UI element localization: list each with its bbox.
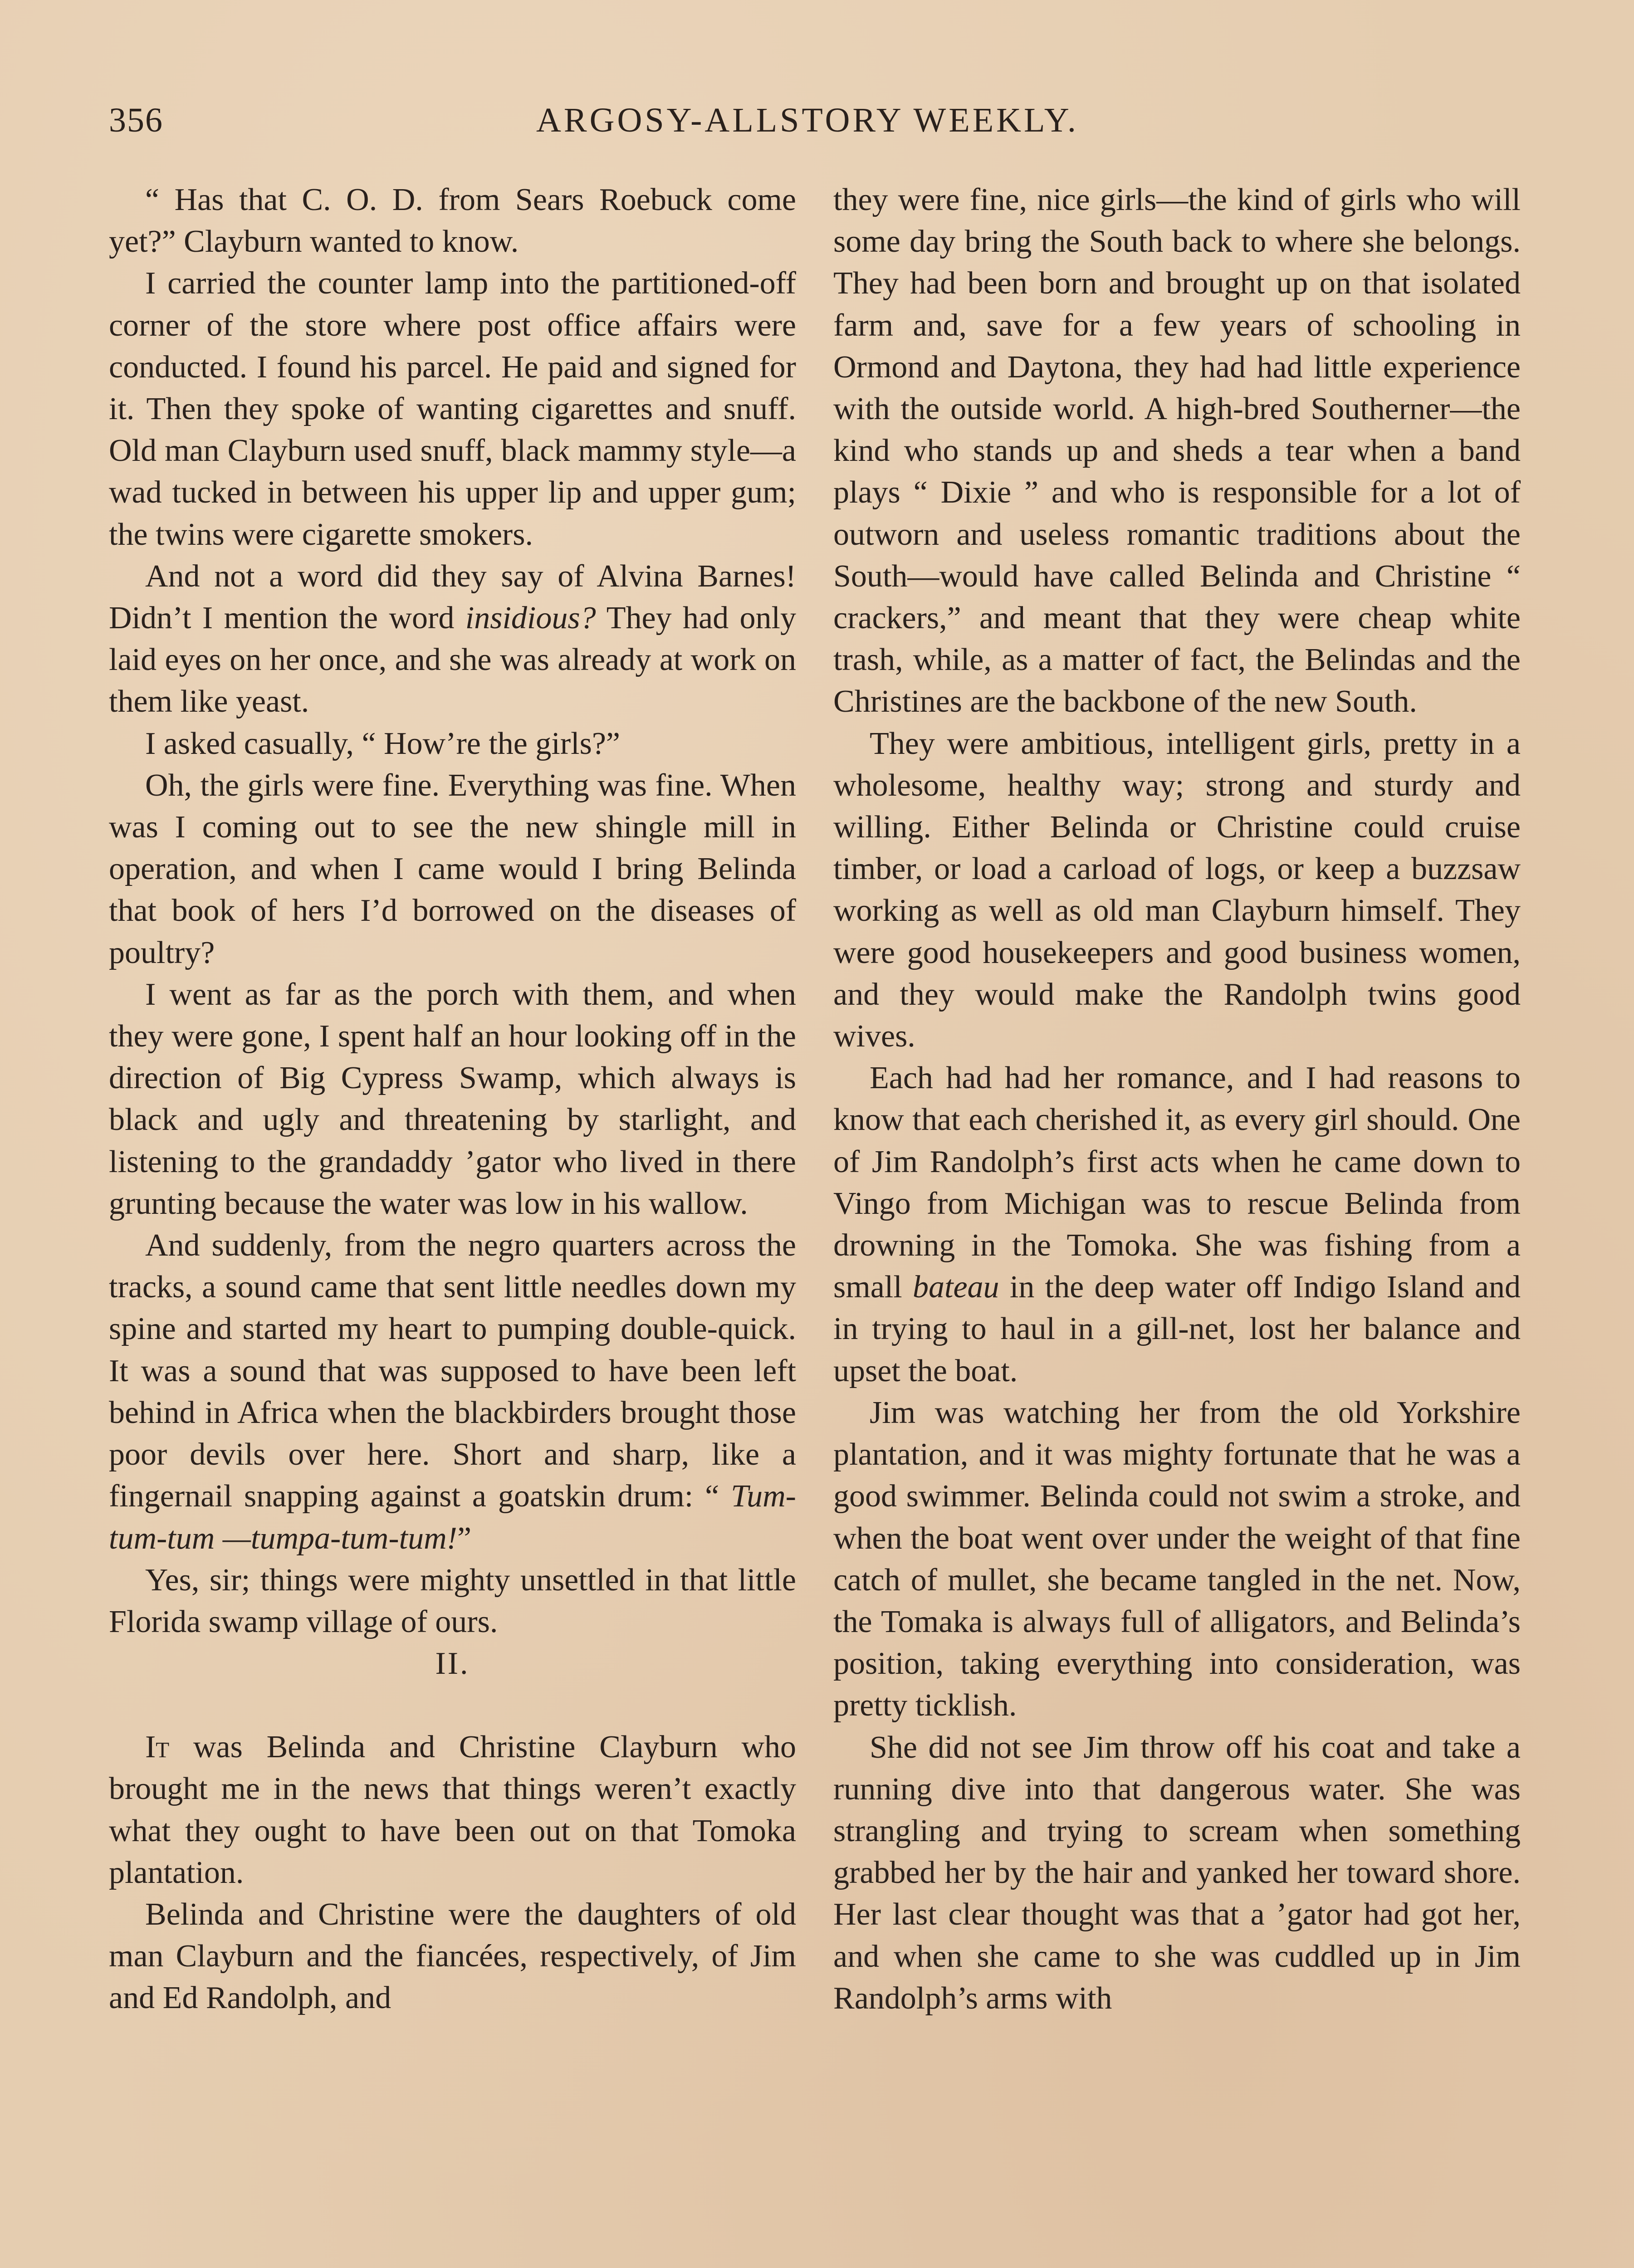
- page-number: 356: [109, 101, 163, 139]
- left-column: [109, 179, 796, 2019]
- paragraph: I carried the counter lamp into the partitioned-off corner of the store where post office affairs were conducted. I found his parcel. He paid and signed for it. Then they spoke of wanting cigarettes and snuff. Old man Clayburn used snuff, black mammy style—a wad tucked in between his upper lip and upper gum; the twins were cigarette smokers.: [109, 266, 796, 552]
- paragraph-text: in the deep water off Indigo Island and in trying to haul in a gill-net, lost her balance and upset the boat.: [833, 1270, 1521, 1388]
- paragraph-text: And suddenly, from the negro quarters across the tracks, a sound came that sent little needles down my spine and started my heart to pumping double-quick. It was a sound that was supposed to have been left behind in Africa when the blackbirders brought those poor devils over here. Short and sharp, like a fingernail snapping against a goatskin drum: “: [109, 1228, 796, 1514]
- paragraph: [109, 1726, 796, 1894]
- right-column: [833, 179, 1521, 2019]
- paragraph: Jim was watching her from the old Yorkshire plantation, and it was mighty fortunate that he was a good swimmer. Belinda could not swim a stroke, and when the boat went over under the weight of that fine catch of mullet, she became tangled in the net. Now, the Tomaka is always full of alligators, and Belinda’s position, taking everything into consideration, was pretty ticklish.: [833, 1395, 1521, 1723]
- paragraph: I asked casually, “ How’re the girls?”: [145, 726, 620, 761]
- drop-small-caps: It: [145, 1730, 170, 1765]
- paragraph-text: was Belinda and Christine Clayburn who brought me in the news that things weren’t exactly what they ought to have been out on that Tomoka plantation.: [109, 1730, 796, 1890]
- paragraph: [833, 1057, 1521, 1392]
- paragraph-text: And not a word did they say of Alvina Barnes! Didn’t I mention the word: [109, 558, 796, 636]
- paragraph-continued: they were fine, nice girls—the kind of girls who will some day bring the South back to where she belongs. They had been born and brought up on that isolated farm and, save for a few years of schooling in Ormond and Daytona, they had had little experience with the outside world. A high-bred Southerner—the kind who stands up and sheds a tear when a band plays “ Dixie ” and who is responsible for a lot of outworn and useless romantic traditions about the South—would have called Belinda and Christine “ crackers,” and meant that they were cheap white trash, while, as a matter of fact, the Belindas and the Christines are the backbone of the new South.: [833, 182, 1521, 719]
- section-heading: II.: [435, 1646, 470, 1681]
- paragraph: Belinda and Christine were the daughters of old man Clayburn and the fiancées, respectively, of Jim and Ed Randolph, and: [109, 1897, 796, 2016]
- paragraph-text: ”: [457, 1520, 472, 1556]
- paragraph: [109, 556, 796, 723]
- paragraph: Yes, sir; things were mighty unsettled in that little Florida swamp village of ours.: [109, 1562, 796, 1639]
- paragraph-text: Each had had her romance, and I had reasons to know that each cherished it, as every girl should. One of Jim Randolph’s first acts when he came down to Vingo from Michigan was to rescue Belinda from drowning in the Tomoka. She was fishing from a small: [833, 1061, 1521, 1305]
- running-head: ARGOSY-ALLSTORY WEEKLY.: [536, 101, 1079, 139]
- paragraph-text: They had only laid eyes on her once, and she was already at work on them like yeast.: [109, 601, 796, 719]
- paragraph: They were ambitious, intelligent girls, pretty in a wholesome, healthy way; strong and sturdy and willing. Either Belinda or Christine could cruise timber, or load a carload of logs, or keep a buzzsaw working as well as old man Clayburn himself. They were good housekeepers and good business women, and they would make the Randolph twins good wives.: [833, 726, 1521, 1054]
- italic-word: bateau: [913, 1270, 999, 1305]
- italic-phrase: Tum-tum-tum —tumpa-tum-tum!: [109, 1479, 796, 1556]
- italic-word: insidious?: [465, 601, 596, 636]
- paragraph: Oh, the girls were fine. Everything was fine. When was I coming out to see the new shingle mill in operation, and when I came would I bring Belinda that book of hers I’d borrowed on the diseases of poultry?: [109, 767, 796, 970]
- paragraph: She did not see Jim throw off his coat and take a running dive into that dangerous water. She was strangling and trying to scream when something grabbed her by the hair and yanked her toward shore. Her last clear thought was that a ’gator had got her, and when she came to she was cuddled up in Jim Randolph’s arms with: [833, 1730, 1521, 2016]
- paragraph: [109, 1225, 796, 1559]
- page-header: [109, 101, 1506, 151]
- paragraph: I went as far as the porch with them, and when they were gone, I spent half an hour looking off in the direction of Big Cypress Swamp, which always is black and ugly and threatening by starlight, and listening to the grandaddy ’gator who lived in there grunting because the water was low in his wallow.: [109, 977, 796, 1221]
- paragraph: “ Has that C. O. D. from Sears Roebuck come yet?” Clayburn wanted to know.: [109, 182, 796, 259]
